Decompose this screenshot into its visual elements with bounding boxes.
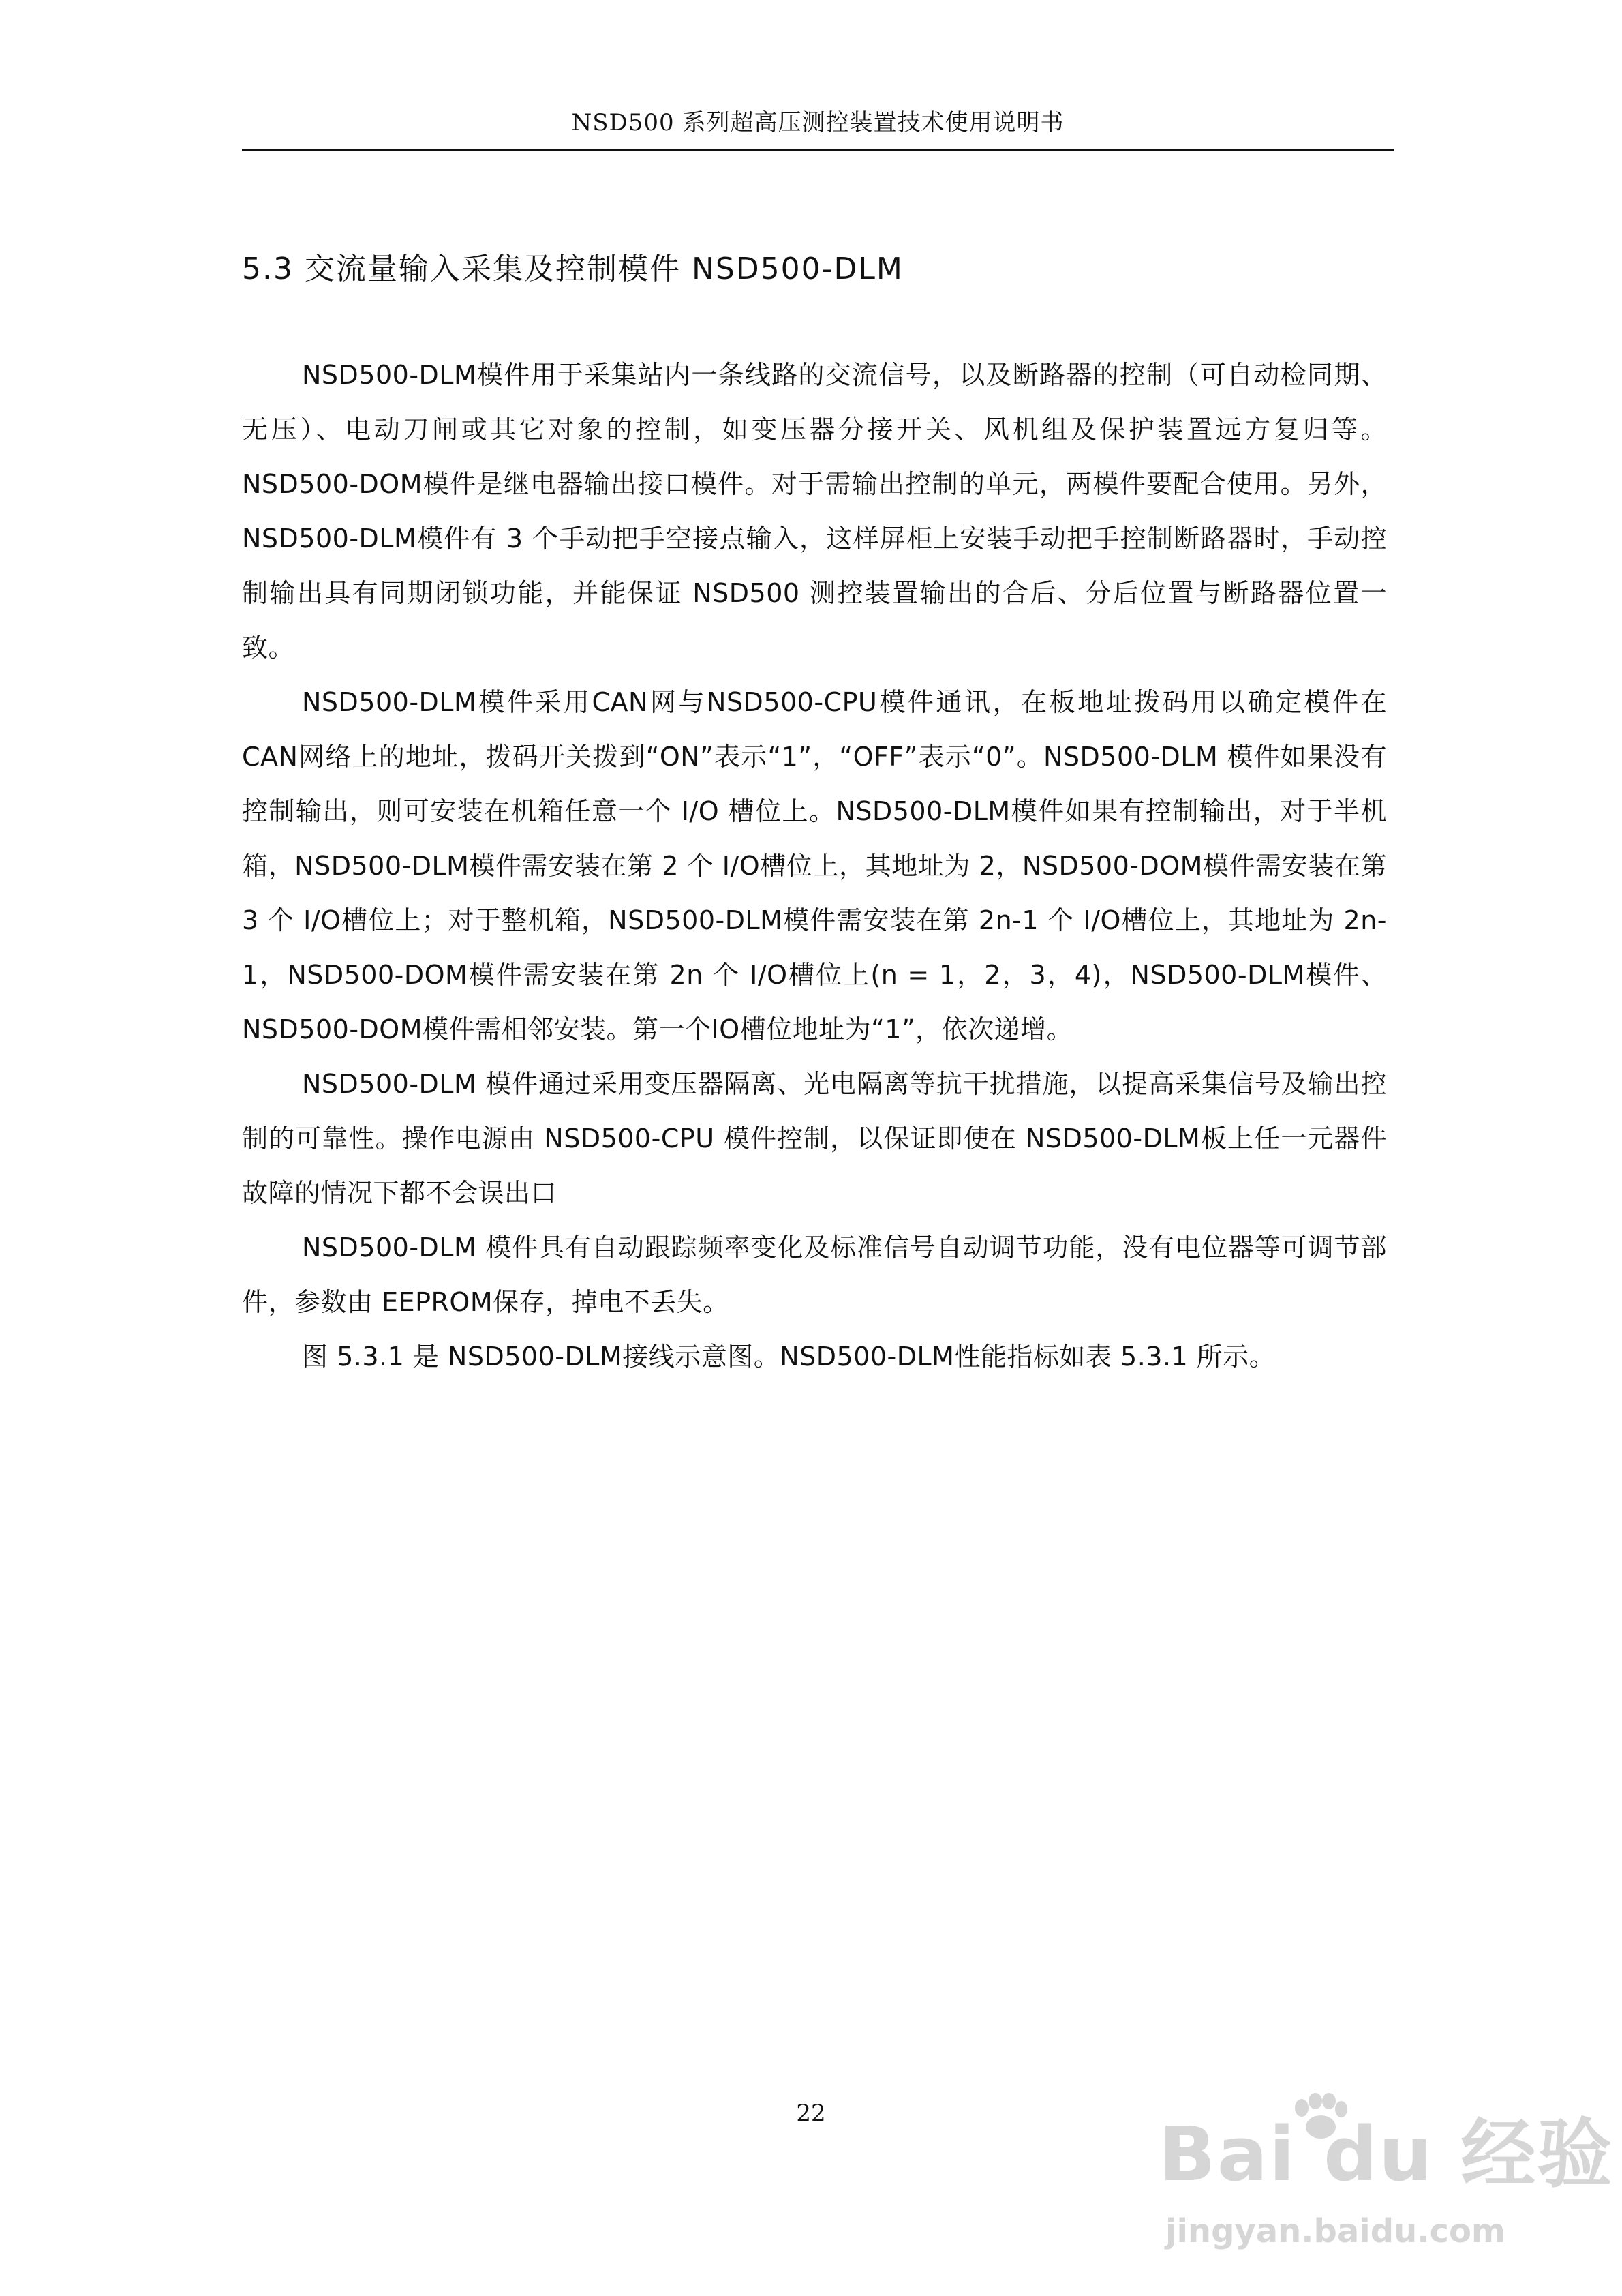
paragraph-2: NSD500-DLM模件采用CAN网与NSD500-CPU模件通讯，在板地址拨码用以确定模件在CAN网络上的地址，拨码开关拨到“ON”表示“1”，“OFF”表示“0”。NSD500-DLM 模件如果没有控制输出，则可安装在机箱任意一个 I/O 槽位上。NSD500-DLM模件如果有控制输出，对于半机箱，NSD500-DLM模件需安装在第 2 个 I/O槽位上，其地址为 2，NSD500-DOM模件需安装在第 3 个 I/O槽位上；对于整机箱，NSD500-DLM模件需安装在第 2n-1 个 I/O槽位上，其地址为 2n-1，NSD500-DOM模件需安装在第 2n 个 I/O槽位上(n = 1，2，3，4)，NSD500-DLM模件、NSD500-DOM模件需相邻安装。第一个IO槽位地址为“1”，依次递增。 xyxy=(242,687,1387,1044)
paragraph-5: 图 5.3.1 是 NSD500-DLM接线示意图。NSD500-DLM性能指标如表 5.3.1 所示。 xyxy=(302,1342,1276,1372)
watermark-url: jingyan.baidu.com xyxy=(1165,2212,1505,2250)
body-text xyxy=(242,348,1387,1384)
section-title: 5.3 交流量输入采集及控制模件 NSD500-DLM xyxy=(242,252,904,286)
baidu-watermark xyxy=(1131,2093,1614,2263)
paragraph-3: NSD500-DLM 模件通过采用变压器隔离、光电隔离等抗干扰措施，以提高采集信号及输出控制的可靠性。操作电源由 NSD500-CPU 模件控制，以保证即使在 NSD500-DLM板上任一元器件故障的情况下都不会误出口 xyxy=(242,1069,1387,1208)
paragraph-1: NSD500-DLM模件用于采集站内一条线路的交流信号，以及断路器的控制（可自动检同期、无压）、电动刀闸或其它对象的控制，如变压器分接开关、风机组及保护装置远方复归等。NSD500-DOM模件是继电器输出接口模件。对于需输出控制的单元，两模件要配合使用。另外，NSD500-DLM模件有 3 个手动把手空接点输入，这样屏柜上安装手动把手控制断路器时，手动控制输出具有同期闭锁功能，并能保证 NSD500 测控装置输出的合后、分后位置与断路器位置一致。 xyxy=(242,360,1387,663)
page-number: 22 xyxy=(796,2100,826,2127)
header-rule xyxy=(242,149,1394,151)
paragraph-4: NSD500-DLM 模件具有自动跟踪频率变化及标准信号自动调节功能，没有电位器等可调节部件，参数由 EEPROM保存，掉电不丢失。 xyxy=(242,1233,1387,1317)
watermark-logo: Bai du 经验 xyxy=(1159,2111,1614,2198)
running-header: NSD500 系列超高压测控装置技术使用说明书 xyxy=(571,109,1065,136)
